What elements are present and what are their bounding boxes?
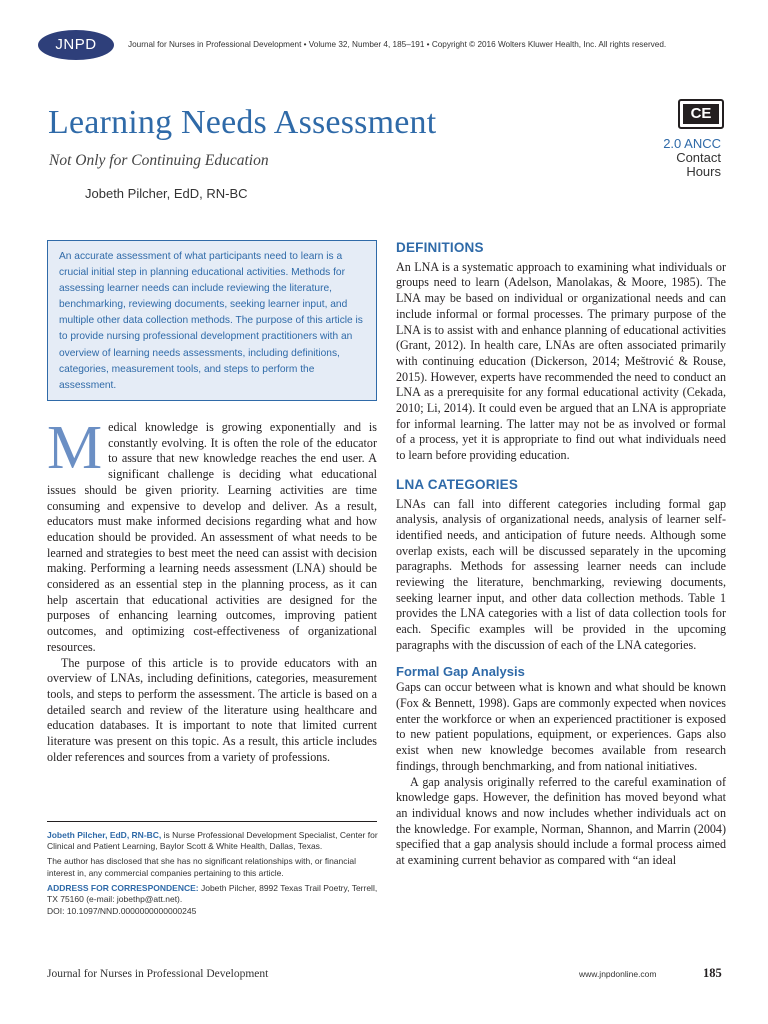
affiliation-paragraph	[47, 830, 381, 852]
ce-badge-icon	[678, 99, 724, 129]
body-right-column	[396, 240, 726, 869]
definitions-heading: DEFINITIONS	[396, 240, 484, 255]
affiliation-author-name: Jobeth Pilcher, EdD, RN-BC,	[47, 830, 162, 840]
journal-logo: JNPD	[38, 30, 114, 60]
article-title: Learning Needs Assessment	[48, 104, 437, 141]
affiliation-text: is Nurse Professional Development Specialist, Center for Clinical and Patient Learning, Baylor Scott & White Health, Dallas, Texas.	[47, 830, 378, 852]
intro-paragraph	[47, 414, 377, 656]
formal-gap-analysis-heading: Formal Gap Analysis	[396, 663, 525, 679]
ce-hours: Hours	[686, 164, 721, 179]
doi-text: DOI: 10.1097/NND.0000000000000245	[47, 906, 197, 917]
correspondence-text: Jobeth Pilcher, 8992 Texas Trail Poetry, Terrell, TX 75160 (e-mail: jobethp@att.net).	[47, 882, 378, 905]
footer-url: www.jnpdonline.com	[579, 969, 657, 979]
correspondence-label: ADDRESS FOR CORRESPONDENCE:	[47, 882, 199, 893]
ce-contact: Contact	[676, 150, 721, 165]
definitions-text: An LNA is a systematic approach to examining what individuals or groups need to learn (Adelson, Manolakas, & Moore, 1985). The LNA may be based on individual or organizational needs and can include informal or formal processes. The primary purpose of the LNA is to assist with and enhance planning of educational activities (Grant, 2012). In health care, LNAs are often associated primarily with continuing education (Dickerson, 2014; Meštrović & Rouse, 2015). However, experts have recommended the need to conduct an LNA as a prerequisite for any formal educational activity (Cekada, 2010; Li, 2014). It could even be argued that an LNA is appropriate for informal learning. The latter may not be as involved or formal of a process, yet it is appropriate to find out what individuals need to learn before providing education.	[396, 259, 726, 463]
gap-analysis-paragraph-1: Gaps can occur between what is known and what should be known (Fox & Bennett, 1998). Gaps are commonly expected when novices enter the workforce or when an experienced practitioner is exposed to new patient populations, equipment, or experiences. Gaps also exist when new knowledge becomes available from research findings, through benchmarking, and from national initiatives.	[396, 680, 726, 773]
abstract-box	[47, 240, 377, 401]
purpose-paragraph: The purpose of this article is to provide educators with an overview of LNAs, including definitions, categories, measurement tools, and steps to perform the assessment. The article is based on a detailed search and review of the literature using healthcare and education databases. It is important to note that limited current literature was present on this topic. As a result, this article includes older references and sources from a variety of professions.	[47, 655, 377, 764]
footer-journal-name: Journal for Nurses in Professional Development	[47, 968, 269, 980]
author-affiliation	[47, 830, 381, 921]
ce-badge-label: CE	[683, 104, 719, 124]
lna-categories-text: LNAs can fall into different categories including formal gap analysis, analysis of organizational needs, analysis of learner self-identified needs, and anticipation of future needs. Although some overlap exists, each will be discussed separately in the upcoming paragraphs. Methods for assessing learner needs can include reviewing the literature, benchmarking, reviewing documents, seeking learner input, and other data collection methods. Table 1 provides the LNA categories with a list of data collection tools for each. Specific examples will be provided in the upcoming paragraphs with the discussion of each of the LNA categories.	[396, 496, 726, 652]
drop-cap: M	[47, 414, 103, 482]
article-author: Jobeth Pilcher, EdD, RN-BC	[85, 186, 248, 201]
gap-analysis-paragraph-2: A gap analysis originally referred to the careful examination of knowledge gaps. However, the definition has moved beyond what an individual knows and now includes whether individuals act on the knowledge. For example, Norman, Shannon, and Marrin (2004) specified that a gap analysis should include a formal process aimed at examining current behavior as compared with “an ideal	[396, 774, 726, 868]
footnote-divider	[47, 821, 377, 822]
disclosure-text: The author has disclosed that she has no significant relationships with, or financial interest in, any commercial companies pertaining to this article.	[47, 856, 357, 878]
journal-citation-line: Journal for Nurses in Professional Development • Volume 32, Number 4, 185–191 • Copyright © 2016 Wolters Kluwer Health, Inc. All rights reserved.	[128, 40, 667, 49]
correspondence-paragraph	[47, 883, 381, 905]
article-subtitle: Not Only for Continuing Education	[49, 152, 269, 169]
intro-text: edical knowledge is growing exponentially and is constantly evolving. It is often the role of the educator to assure that new knowledge reaches the end user. A significant challenge is deciding what educational issues should be given priority. Learning activities are time consuming and expensive to develop and deliver. As a result, educators must make informed decisions regarding what and how education should be provided. An assessment of what needs to be learned and strategies to best meet the need can assist with decision making. Performing a learning needs assessment (LNA) should be considered as an essential step in the planning process, as it can help ascertain that educational activities are designed for the purposes of enhancing learning outcomes, improving patient outcomes, and optimizing cost-effectiveness of organizational resources.	[47, 420, 377, 654]
body-left-column	[47, 414, 377, 765]
page-number: 185	[703, 966, 722, 980]
lna-categories-heading: LNA CATEGORIES	[396, 476, 519, 492]
ce-credit: 2.0 ANCC	[663, 136, 721, 151]
abstract-text: An accurate assessment of what participants need to learn is a crucial initial step in planning educational activities. Methods for assessing learner needs can include reviewing the literature, benchmarking, reviewing documents, seeking learner input, and multiple other data collection methods. The purpose of this article is to provide nursing professional development practitioners with an overview of learning needs assessments, including definitions, categories, measurement tools, and steps to perform the assessment.	[59, 251, 363, 391]
